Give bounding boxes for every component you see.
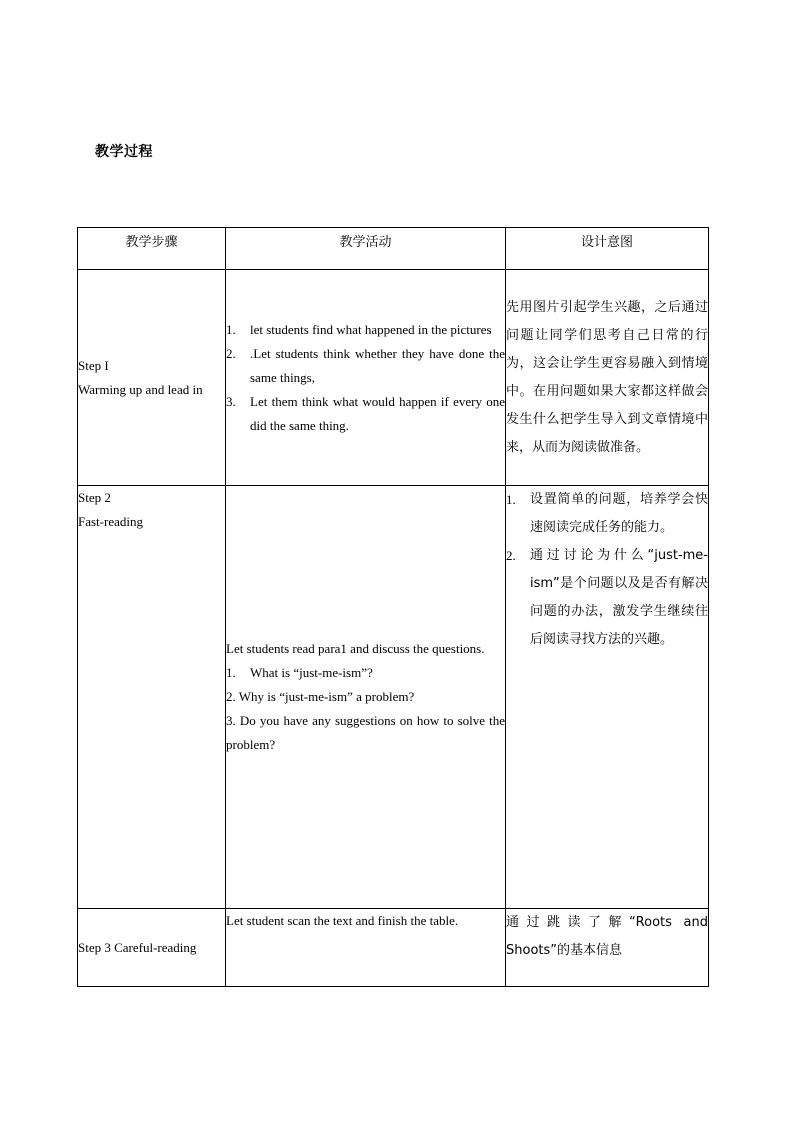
- list-item: [506, 542, 708, 654]
- activity-text: Let student scan the text and finish the table.: [226, 913, 459, 928]
- lesson-plan-table: [77, 227, 709, 987]
- item-text: Let them think what would happen if every one did the same thing.: [250, 393, 505, 433]
- item-text: What is “just-me-ism”?: [250, 665, 373, 680]
- item-number: 1.: [226, 321, 236, 337]
- activity-intro: Let students read para1 and discuss the questions.: [226, 641, 485, 656]
- item-text: 通过讨论为什么“just-me-ism”是个问题以及是否有解决问题的办法，激发学生继续往后阅读寻找方法的兴趣。: [530, 548, 708, 647]
- list-item: [226, 661, 505, 685]
- item-number: 3.: [226, 393, 236, 409]
- design-text: 通过跳读了解“Roots and Shoots”的基本信息: [506, 915, 708, 958]
- item-number: 2.: [506, 548, 516, 563]
- design-text: 先用图片引起学生兴趣，之后通过问题让同学们思考自己日常的行为，这会让学生更容易融入到情境中。在用问题如果大家都这样做会发生什么把学生导入到文章情境中来，从而为阅读做准备。: [506, 299, 708, 455]
- item-text: .Let students think whether they have done the same things,: [250, 345, 505, 385]
- step-cell: [78, 486, 226, 909]
- page-title: 教学过程: [95, 144, 153, 160]
- activity-cell: [226, 270, 506, 486]
- item-text: let students find what happened in the pictures: [250, 321, 492, 337]
- item-number: 2.: [226, 345, 236, 361]
- table-row: [78, 270, 709, 486]
- activity-cell: [226, 486, 506, 909]
- list-item: [506, 486, 708, 542]
- item-text: Why is “just-me-ism” a problem?: [238, 689, 415, 704]
- design-cell: [506, 270, 709, 486]
- step-cell: [78, 909, 226, 987]
- step-description: Fast-reading: [78, 514, 143, 529]
- item-number: 1.: [506, 492, 516, 507]
- list-item: [226, 390, 505, 438]
- list-item: [226, 342, 505, 390]
- item-number: 2.: [226, 689, 236, 704]
- step-description: Warming up and lead in: [78, 381, 203, 397]
- item-text: 设置简单的问题，培养学会快速阅读完成任务的能力。: [530, 492, 708, 535]
- design-list: [506, 486, 708, 654]
- step-label: Step I: [78, 357, 109, 373]
- table-header-row: [78, 228, 709, 270]
- header-activity: 教学活动: [226, 228, 506, 270]
- item-text: Do you have any suggestions on how to solve the problem?: [226, 713, 505, 752]
- design-cell: [506, 909, 709, 987]
- list-item: [226, 318, 505, 342]
- table-row: [78, 486, 709, 909]
- step-cell: [78, 270, 226, 486]
- step-label: Step 2: [78, 490, 111, 505]
- activity-cell: [226, 909, 506, 987]
- list-item: [226, 709, 505, 757]
- activity-list: [226, 661, 505, 757]
- design-cell: [506, 486, 709, 909]
- header-design: 设计意图: [506, 228, 709, 270]
- activity-list: [226, 318, 505, 438]
- header-step: 教学步骤: [78, 228, 226, 270]
- item-number: 3.: [226, 713, 236, 728]
- step-label: Step 3 Careful-reading: [78, 939, 197, 955]
- item-number: 1.: [226, 665, 236, 680]
- list-item: [226, 685, 505, 709]
- table-row: [78, 909, 709, 987]
